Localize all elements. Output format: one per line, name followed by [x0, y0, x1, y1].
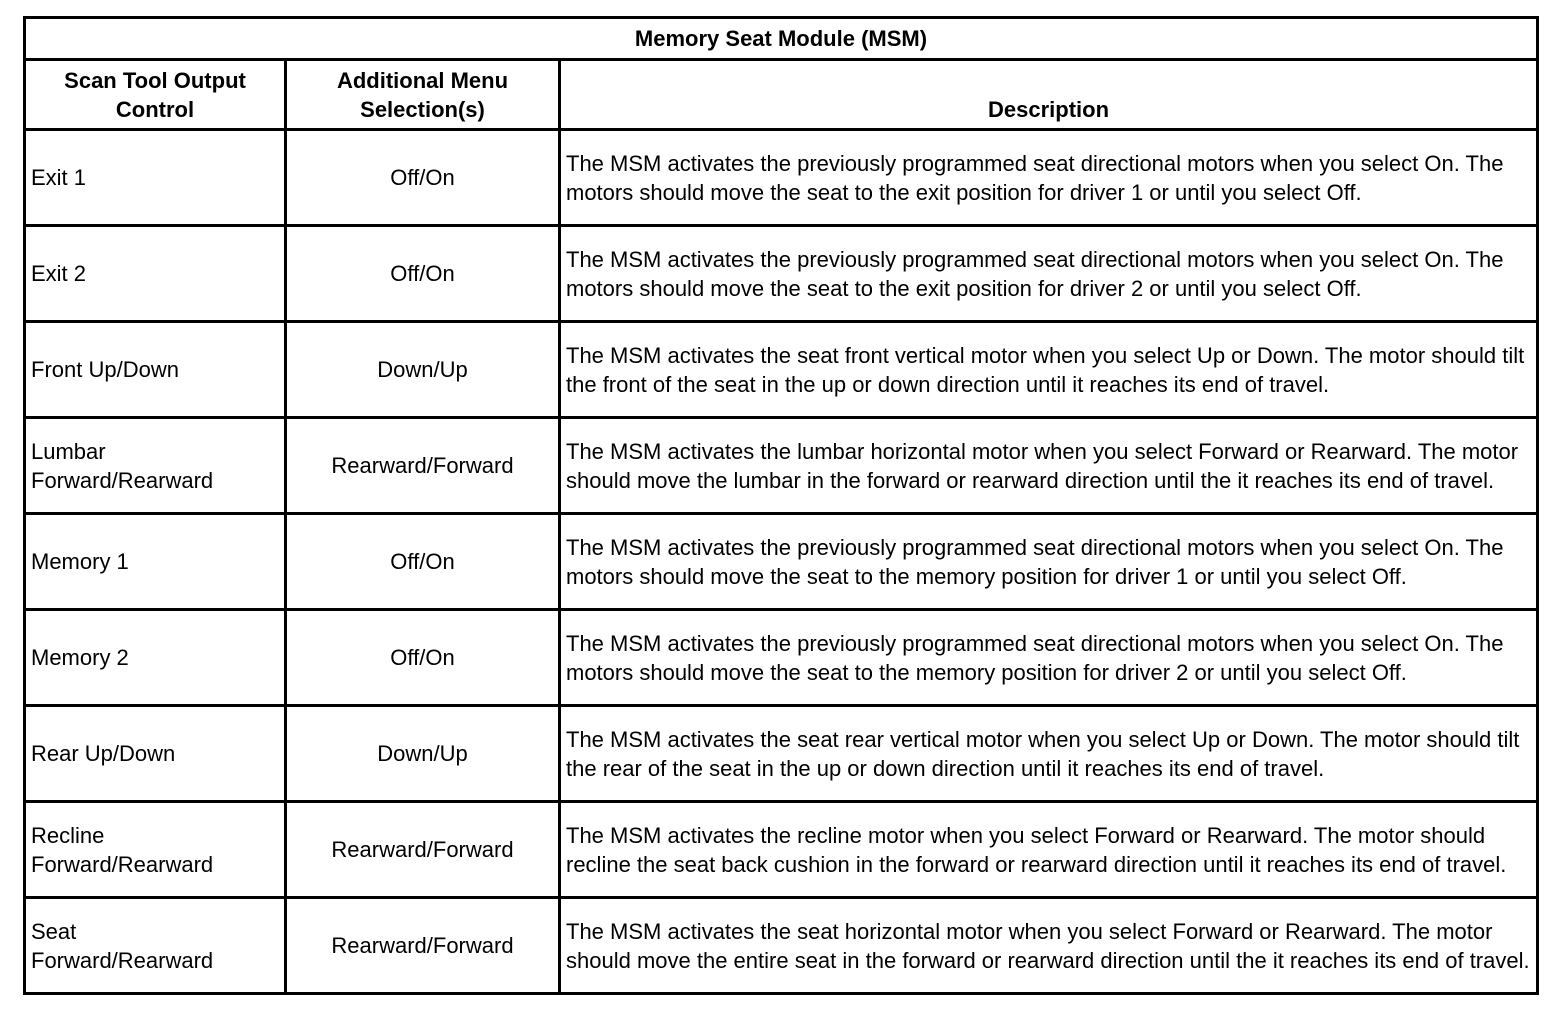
- control-cell: Seat Forward/Rearward: [25, 898, 286, 994]
- selection-cell: Down/Up: [286, 322, 560, 418]
- control-cell: Exit 1: [25, 130, 286, 226]
- control-cell: Exit 2: [25, 226, 286, 322]
- control-cell: Front Up/Down: [25, 322, 286, 418]
- selection-cell: Rearward/Forward: [286, 418, 560, 514]
- table-row: [25, 322, 1538, 418]
- table-title: Memory Seat Module (MSM): [25, 18, 1538, 60]
- header-description: Description: [560, 60, 1538, 130]
- header-selection: Additional Menu Selection(s): [286, 60, 560, 130]
- table-row: [25, 226, 1538, 322]
- description-cell: The MSM activates the previously programmed seat directional motors when you select On. The motors should move the seat to the exit position for driver 1 or until you select Off.: [560, 130, 1538, 226]
- selection-cell: Down/Up: [286, 706, 560, 802]
- selection-cell: Off/On: [286, 514, 560, 610]
- selection-cell: Rearward/Forward: [286, 802, 560, 898]
- description-cell: The MSM activates the previously programmed seat directional motors when you select On. The motors should move the seat to the exit position for driver 2 or until you select Off.: [560, 226, 1538, 322]
- control-cell: Lumbar Forward/Rearward: [25, 418, 286, 514]
- selection-cell: Off/On: [286, 610, 560, 706]
- description-cell: The MSM activates the seat horizontal motor when you select Forward or Rearward. The motor should move the entire seat in the forward or rearward direction until the it reaches its end of travel.: [560, 898, 1538, 994]
- table-row: [25, 706, 1538, 802]
- table-row: [25, 802, 1538, 898]
- description-cell: The MSM activates the previously programmed seat directional motors when you select On. The motors should move the seat to the memory position for driver 1 or until you select Off.: [560, 514, 1538, 610]
- control-cell: Memory 2: [25, 610, 286, 706]
- table-row: [25, 898, 1538, 994]
- table-row: [25, 418, 1538, 514]
- selection-cell: Off/On: [286, 130, 560, 226]
- control-cell: Memory 1: [25, 514, 286, 610]
- header-control: Scan Tool Output Control: [25, 60, 286, 130]
- msm-output-control-table: [23, 16, 1539, 995]
- description-cell: The MSM activates the seat rear vertical motor when you select Up or Down. The motor should tilt the rear of the seat in the up or down direction until it reaches its end of travel.: [560, 706, 1538, 802]
- table-row: [25, 514, 1538, 610]
- description-cell: The MSM activates the previously programmed seat directional motors when you select On. The motors should move the seat to the memory position for driver 2 or until you select Off.: [560, 610, 1538, 706]
- table-row: [25, 610, 1538, 706]
- control-cell: Recline Forward/Rearward: [25, 802, 286, 898]
- control-cell: Rear Up/Down: [25, 706, 286, 802]
- table-row: [25, 130, 1538, 226]
- description-cell: The MSM activates the lumbar horizontal motor when you select Forward or Rearward. The motor should move the lumbar in the forward or rearward direction until the it reaches its end of travel.: [560, 418, 1538, 514]
- description-cell: The MSM activates the recline motor when you select Forward or Rearward. The motor should recline the seat back cushion in the forward or rearward direction until it reaches its end of travel.: [560, 802, 1538, 898]
- selection-cell: Off/On: [286, 226, 560, 322]
- selection-cell: Rearward/Forward: [286, 898, 560, 994]
- description-cell: The MSM activates the seat front vertical motor when you select Up or Down. The motor should tilt the front of the seat in the up or down direction until it reaches its end of travel.: [560, 322, 1538, 418]
